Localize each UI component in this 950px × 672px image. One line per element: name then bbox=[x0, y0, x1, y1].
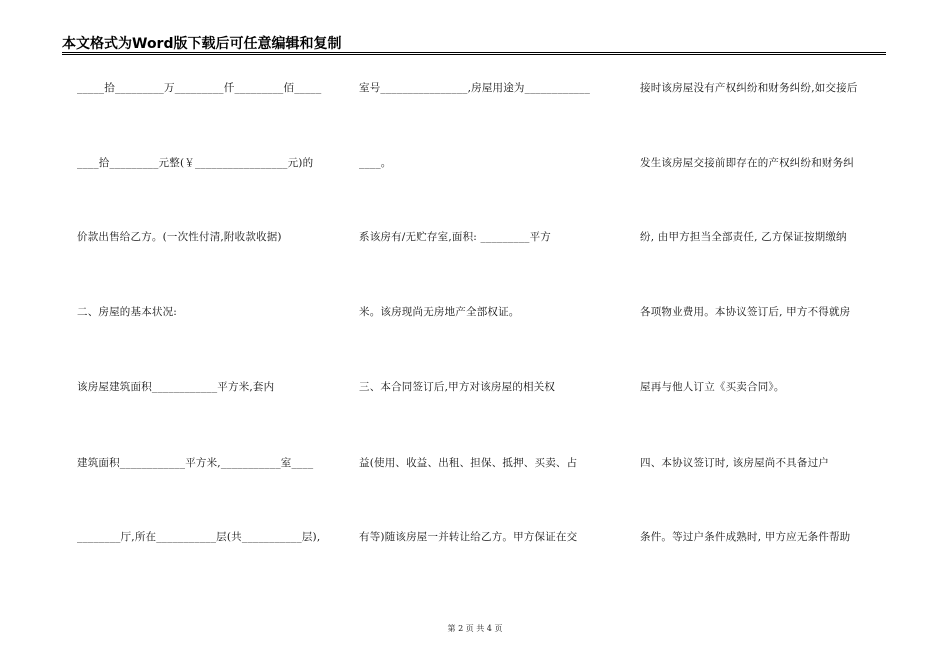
column-2-line: 系该房有/无贮存室,面积: _________平方 bbox=[359, 231, 551, 243]
header-rule-top bbox=[62, 52, 886, 53]
column-3-line: 接时该房屋没有产权纠纷和财务纠纷,如交接后 bbox=[640, 82, 858, 94]
page-number-footer: 第 2 页 共 4 页 bbox=[447, 624, 503, 633]
header-rule-bottom bbox=[62, 54, 886, 55]
column-1-line: 建筑面积____________平方米,___________室____ bbox=[77, 457, 314, 469]
column-2-line: 米。该房现尚无房地产全部权证。 bbox=[359, 306, 520, 318]
column-3-line: 纷, 由甲方担当全部责任, 乙方保证按期缴纳 bbox=[640, 231, 847, 243]
column-3-line: 屋再与他人订立《买卖合同》。 bbox=[640, 381, 785, 393]
column-2-line: 益(使用、收益、出租、担保、抵押、买卖、占 bbox=[359, 457, 578, 469]
column-3-line: 四、本协议签订时, 该房屋尚不具备过户 bbox=[640, 457, 829, 469]
document-header-title: 本文格式为Word版下载后可任意编辑和复制 bbox=[62, 36, 342, 52]
column-2-line: 有等)随该房屋一并转让给乙方。甲方保证在交 bbox=[359, 531, 578, 543]
column-3-line: 各项物业费用。本协议签订后, 甲方不得就房 bbox=[640, 306, 851, 318]
column-2-line: 三、本合同签订后,甲方对该房屋的相关权 bbox=[359, 381, 556, 393]
column-1-line: ________厅,所在___________层(共___________层), bbox=[77, 531, 321, 543]
column-1-line: 二、房屋的基本状况: bbox=[77, 306, 178, 318]
column-3-line: 条件。等过户条件成熟时, 甲方应无条件帮助 bbox=[640, 531, 851, 543]
column-3-line: 发生该房屋交接前即存在的产权纠纷和财务纠 bbox=[640, 157, 854, 169]
column-2-line: 室号________________,房屋用途为____________ bbox=[359, 82, 591, 94]
column-1-line: _____拾_________万_________仟_________佰_____ bbox=[77, 82, 322, 94]
column-1-line: 该房屋建筑面积____________平方米,套内 bbox=[77, 381, 275, 393]
column-1-line: ____拾_________元整(￥_________________元)的 bbox=[77, 157, 314, 169]
column-2-line: ____。 bbox=[359, 157, 392, 169]
column-1-line: 价款出售给乙方。(一次性付清,附收款收据) bbox=[77, 231, 282, 243]
